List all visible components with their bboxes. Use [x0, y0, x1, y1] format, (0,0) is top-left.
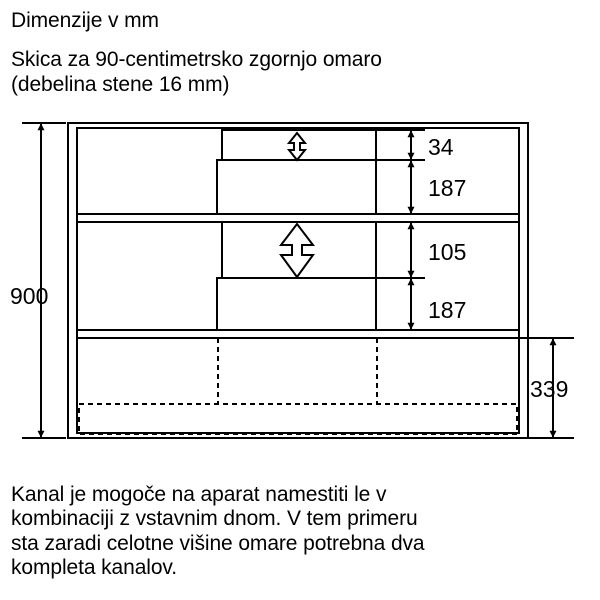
- unit-lower-label: 187: [428, 297, 467, 323]
- channel-middle-label: 105: [428, 239, 467, 265]
- bottom-section-label: 339: [530, 376, 569, 402]
- channel-top-label: 34: [428, 134, 454, 160]
- cabinet-inner-wall: [77, 128, 519, 433]
- cabinet-outer-wall: [68, 123, 528, 438]
- upper-shelf: [77, 214, 519, 222]
- subtitle-line-2: (debelina stene 16 mm): [11, 73, 230, 96]
- insert-base-dashed: [79, 404, 517, 434]
- note-line-2: kombinaciji z vstavnim dnom. V tem primeru: [11, 507, 418, 530]
- top-channel-double-arrow: [289, 133, 305, 160]
- middle-shelf: [77, 330, 519, 338]
- page-title: Dimenzije v mm: [11, 9, 159, 32]
- unit-upper-label: 187: [428, 175, 467, 201]
- note-line-4: kompleta kanalov.: [11, 556, 178, 579]
- upper-appliance: [217, 160, 376, 214]
- note-line-3: sta zaradi celotne višine omare potrebna dva: [11, 532, 425, 555]
- lower-appliance: [217, 278, 376, 330]
- subtitle-line-1: Skica za 90-centimetrsko zgornjo omaro: [11, 48, 382, 71]
- total-height-label: 900: [10, 283, 49, 309]
- middle-channel-double-arrow: [281, 224, 313, 277]
- note-line-1: Kanal je mogoče na aparat namestiti le v: [11, 483, 387, 506]
